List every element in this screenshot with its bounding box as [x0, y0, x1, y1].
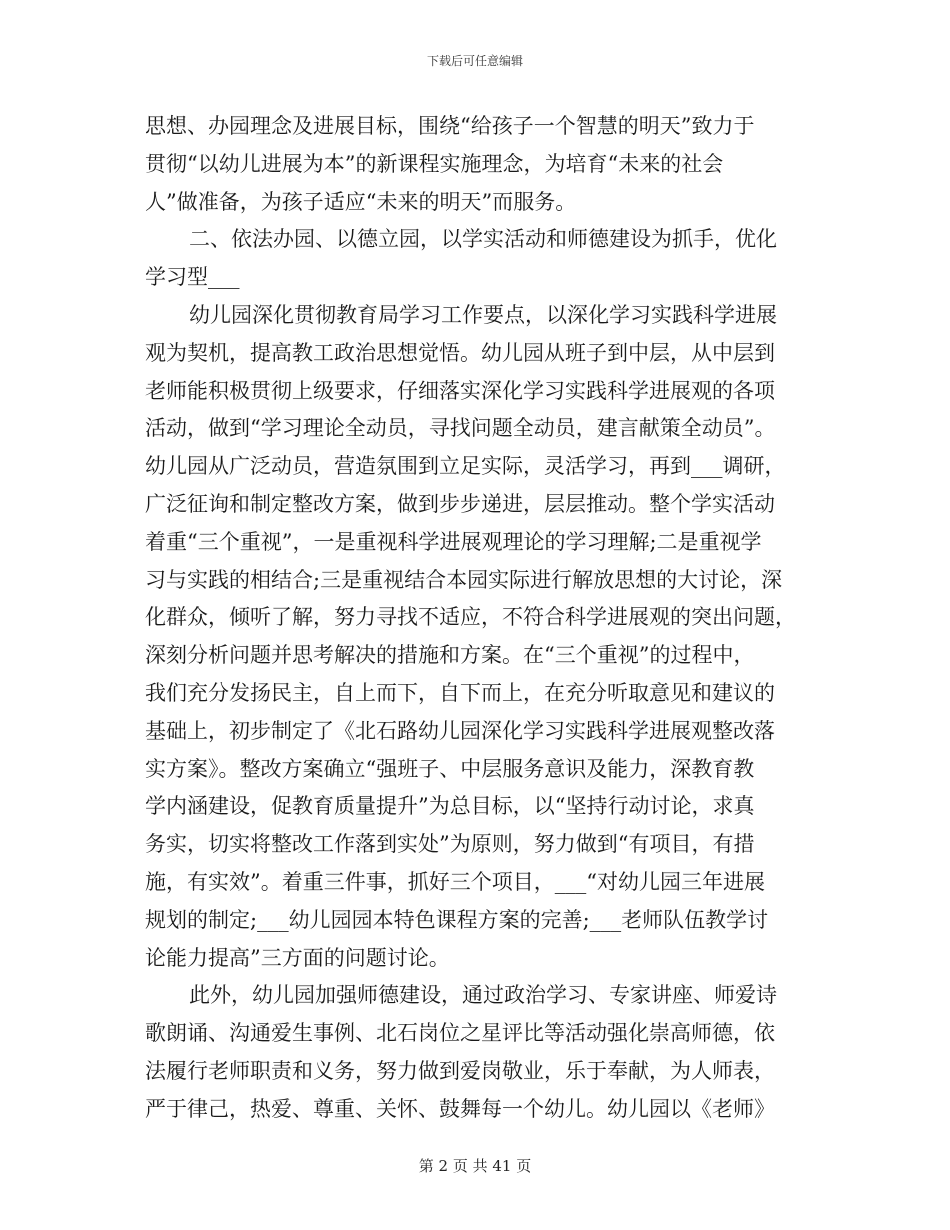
document-body [145, 108, 810, 1129]
text-line: 观为契机，提高教工政治思想觉悟。幼儿园从班子到中层，从中层到 [145, 340, 775, 365]
paragraph-start-line: 此外，幼儿园加强师德建设，通过政治学习、专家讲座、师爱诗 [189, 983, 777, 1008]
text-line: 歌朗诵、沟通爱生事例、北石岗位之星评比等活动强化崇高师德，依 [145, 1021, 775, 1046]
text-line: 广泛征询和制定整改方案，做到步步递进，层层推动。整个学实活动 [145, 491, 775, 516]
text-line: 学内涵建设，促教育质量提升”为总目标，以“坚持行动讨论，求真 [145, 794, 755, 819]
text-line: 贯彻“以幼儿进展为本”的新课程实施理念，为培育“未来的社会 [145, 151, 724, 176]
text-line: 老师能积极贯彻上级要求，仔细落实深化学习实践科学进展观的各项 [145, 378, 775, 403]
paragraph-start-line: 幼儿园深化贯彻教育局学习工作要点，以深化学习实践科学进展 [189, 302, 777, 327]
section-heading-line: 二、依法办园、以德立园，以学实活动和师德建设为抓手，优化 [189, 227, 777, 252]
text-line: 严于律己，热爱、尊重、关怀、鼓舞每一个幼儿。幼儿园以《老师》 [145, 1096, 775, 1121]
text-line: 实方案》。整改方案确立“强班子、中层服务意识及能力，深教育教 [145, 756, 755, 781]
text-line: 务实，切实将整改工作落到实处”为原则，努力做到“有项目，有措 [145, 832, 755, 857]
text-line: 施，有实效”。着重三件事，抓好三个项目，___“对幼儿园三年进展 [145, 869, 765, 894]
text-line: 幼儿园从广泛动员，营造氛围到立足实际，灵活学习，再到___调研， [145, 454, 786, 479]
text-line: 法履行老师职责和义务，努力做到爱岗敬业，乐于奉献，为人师表， [145, 1058, 775, 1083]
text-line: 思想、办园理念及进展目标，围绕“给孩子一个智慧的明天”致力于 [145, 114, 755, 138]
section-heading-line: 学习型___ [145, 265, 240, 290]
text-line: 化群众，倾听了解，努力寻找不适应，不符合科学进展观的突出问题， [145, 605, 796, 630]
page-number-footer: 第 2 页 共 41 页 [418, 1157, 532, 1175]
text-line: 规划的制定;___幼儿园园本特色课程方案的完善;___老师队伍教学讨 [145, 907, 769, 932]
text-line: 活动，做到“学习理论全动员，寻找问题全动员，建言献策全动员”。 [145, 416, 776, 441]
text-line: 深刻分析问题并思考解决的措施和方案。在“三个重视”的过程中， [145, 643, 755, 668]
text-line: 基础上，初步制定了《北石路幼儿园深化学习实践科学进展观整改落 [145, 718, 775, 743]
text-line: 我们充分发扬民主，自上而下，自下而上，在充分听取意见和建议的 [145, 680, 775, 705]
text-line: 人”做准备，为孩子适应“未来的明天”而服务。 [145, 189, 577, 214]
text-line: 论能力提高”三方面的问题讨论。 [145, 945, 450, 970]
page-header-note: 下载后可任意编辑 [426, 54, 523, 68]
text-line: 着重“三个重视”，一是重视科学进展观理论的学习理解;二是重视学 [145, 529, 762, 554]
text-line: 习与实践的相结合;三是重视结合本园实际进行解放思想的大讨论，深 [145, 567, 783, 592]
